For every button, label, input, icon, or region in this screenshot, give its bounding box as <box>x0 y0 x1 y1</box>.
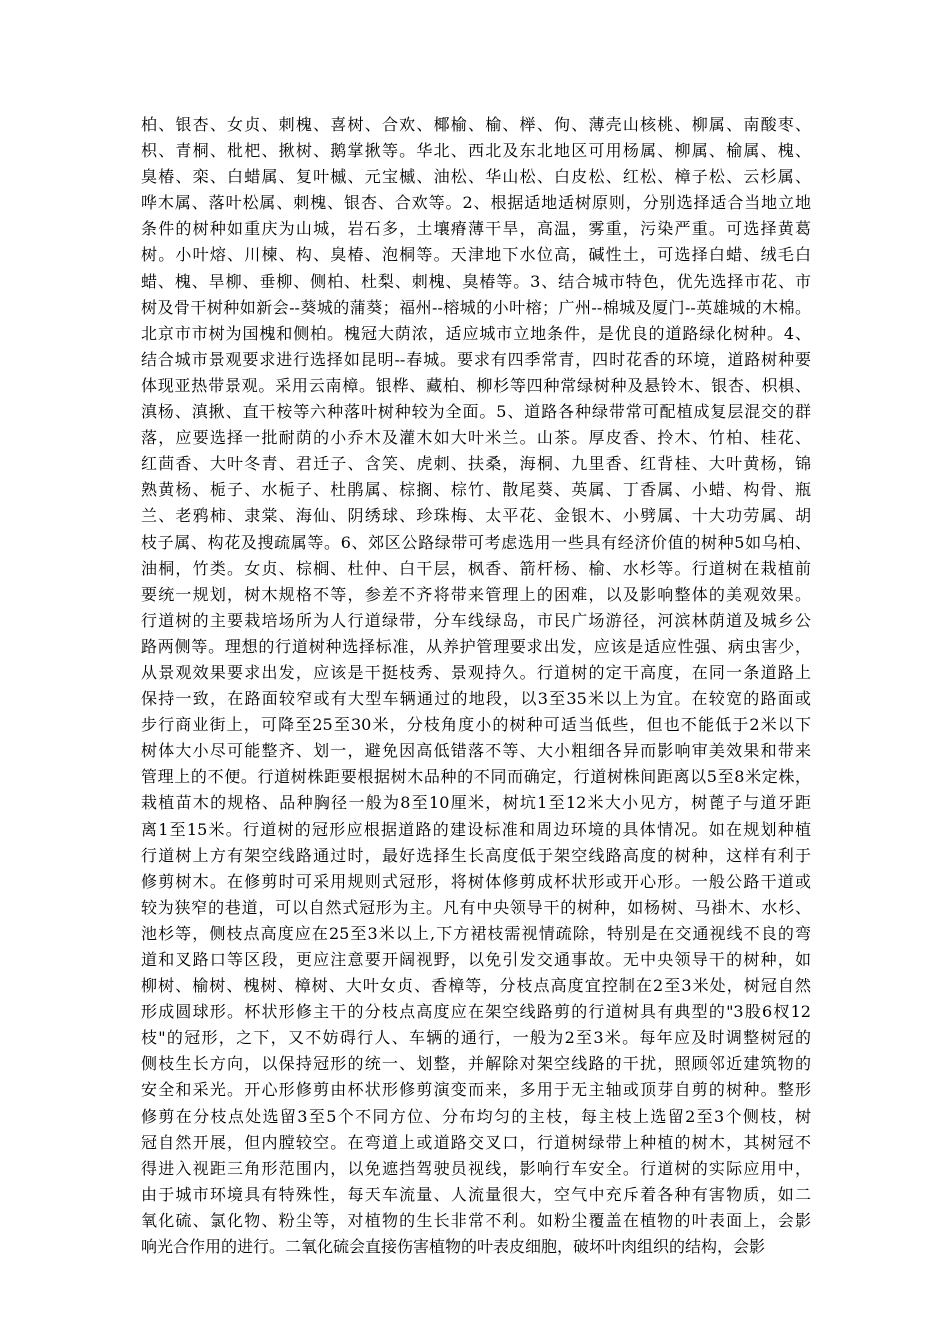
text-line: 滇杨、滇揪、直干桉等六种落叶树种较为全面。5、道路各种绿带常可配植成复层混交的群 <box>141 402 811 422</box>
text-line: 枳、青桐、枇杷、揪树、鹅掌揪等。华北、西北及东北地区可用杨属、柳属、榆属、槐、 <box>141 141 811 161</box>
text-line: 行道树上方有架空线路通过时，最好选择生长高度低于架空线路高度的树种，这样有利于 <box>141 845 811 865</box>
text-line: 兰、老鸦柿、隶棠、海仙、阴绣球、珍珠梅、太平花、金银木、小劈属、十大功劳属、胡 <box>141 506 811 526</box>
text-line: 离1至15米。行道树的冠形应根据道路的建设标准和周边环境的具体情况。如在规划种植 <box>141 819 811 839</box>
text-line: 较为狭窄的巷道，可以自然式冠形为主。凡有中央领导干的树种，如杨树、马褂木、水杉、 <box>141 897 811 917</box>
text-line: 保持一致，在路面较窄或有大型车辆通过的地段，以3至35米以上为宜。在较宽的路面或 <box>141 689 811 709</box>
text-line: 侧枝生长方向，以保持冠形的统一、划整，并解除对架空线路的干扰，照顾邻近建筑物的 <box>141 1054 811 1074</box>
text-line: 池杉等，侧枝点高度应在25至3米以上,下方裙枝需视情疏除，特别是在交通视线不良的弯 <box>141 923 811 943</box>
text-line: 从景观效果要求出发，应该是干挺枝秀、景观持久。行道树的定干高度，在同一条道路上 <box>141 662 811 682</box>
text-line: 臭椿、栾、白蜡属、复叶槭、元宝槭、油松、华山松、白皮松、红松、樟子松、云杉属、 <box>141 167 811 187</box>
text-line: 路两侧等。理想的行道树种选择标准，从养护管理要求出发，应该是适应性强、病虫害少， <box>141 636 811 656</box>
text-line: 冠自然开展，但内膛较空。在弯道上或道路交叉口，行道树绿带上种植的树木，其树冠不 <box>141 1132 811 1152</box>
text-line: 北京市市树为国槐和侧柏。槐冠大荫浓，适应城市立地条件，是优良的道路绿化树种。4、 <box>141 323 811 343</box>
text-line: 得进入视距三角形范围内，以免遮挡驾驶员视线，影响行车安全。行道树的实际应用中， <box>141 1158 811 1178</box>
body-text <box>141 112 811 1260</box>
text-line: 落，应要选择一批耐荫的小乔木及灌木如大叶米兰。山茶。厚皮香、拎木、竹柏、桂花、 <box>141 428 811 448</box>
text-line: 体现亚热带景观。采用云南樟。银桦、藏柏、柳杉等四种常绿树种及悬铃木、银杏、枳椇、 <box>141 375 811 395</box>
text-line: 响光合作用的进行。二氧化硫会直接伤害植物的叶表皮细胞，破坏叶肉组织的结构，会影 <box>141 1237 766 1257</box>
text-line: 熟黄杨、栀子、水栀子、杜鹃属、棕搁、棕竹、散尾葵、英属、丁香属、小蜡、构骨、瓶 <box>141 480 811 500</box>
text-line: 修剪在分枝点处选留3至5个不同方位、分布均匀的主枝，每主枝上选留2至3个侧枝，树 <box>141 1106 811 1126</box>
text-line: 由于城市环境具有特殊性，每天车流量、人流量很大，空气中充斥着各种有害物质，如二 <box>141 1184 811 1204</box>
text-line: 柳树、榆树、槐树、樟树、大叶女贞、香樟等，分枝点高度宜控制在2至3米处，树冠自然 <box>141 976 811 996</box>
text-line: 树。小叶熔、川楝、构、臭椿、泡桐等。天津地下水位高，碱性土，可选择白蜡、绒毛白 <box>141 245 811 265</box>
text-line: 枝子属、构花及搜疏属等。6、郊区公路绿带可考虑选用一些具有经济价值的树种5如乌柏、 <box>141 532 811 552</box>
text-line: 蜡、槐、旱柳、垂柳、侧柏、杜梨、刺槐、臭椿等。3、结合城市特色，优先选择市花、市 <box>141 271 811 291</box>
text-line: 管理上的不便。行道树株距要根据树木品种的不同而确定，行道树株间距离以5至8米定株， <box>141 767 811 787</box>
text-line: 修剪树木。在修剪时可采用规则式冠形，将树体修剪成杯状形或开心形。一般公路干道或 <box>141 871 811 891</box>
text-line: 安全和采光。开心形修剪由杯状形修剪演变而来，多用于无主轴或顶芽自剪的树种。整形 <box>141 1080 811 1100</box>
text-line: 形成圆球形。杯状形修主干的分枝点高度应在架空线路剪的行道树具有典型的"3股6杈12 <box>141 1002 811 1022</box>
text-line: 枝"的冠形，之下，又不妨碍行人、车辆的通行，一般为2至3米。每年应及时调整树冠的 <box>141 1028 811 1048</box>
text-line: 氧化硫、氯化物、粉尘等，对植物的生长非常不利。如粉尘覆盖在植物的叶表面上，会影 <box>141 1210 811 1230</box>
text-line: 柏、银杏、女贞、刺槐、喜树、合欢、椰榆、榆、榉、佝、薄壳山核桃、柳属、南酸枣、 <box>141 115 811 134</box>
text-line: 要统一规划，树木规格不等，参差不齐将带来管理上的困难，以及影响整体的美观效果。 <box>141 584 811 604</box>
text-line: 行道树的主要栽培场所为人行道绿带，分车线绿岛，市民广场游径，河滨林荫道及城乡公 <box>141 610 811 630</box>
text-line: 哗木属、落叶松属、刺槐、银杏、合欢等。2、根据适地适树原则，分别选择适合当地立地 <box>141 193 811 213</box>
text-line: 树体大小尽可能整齐、划一，避免因高低错落不等、大小粗细各异而影响审美效果和带来 <box>141 741 811 761</box>
text-line: 结合城市景观要求进行选择如昆明--春城。要求有四季常青，四时花香的环境，道路树种要 <box>141 349 811 369</box>
text-line: 道和叉路口等区段，更应注意要开阔视野，以免引发交通事故。无中央领导干的树种，如 <box>141 950 811 969</box>
text-line: 树及骨干树种如新会--葵城的蒲葵；福州--榕城的小叶榕；广州--棉城及厦门--英雄城的木棉。 <box>141 297 811 317</box>
text-line: 油桐，竹类。女贞、棕榈、杜仲、白干层，枫香、箭杆杨、榆、水杉等。行道树在栽植前 <box>141 558 811 578</box>
text-line: 栽植苗木的规格、品种胸径一般为8至10厘米，树坑1至12米大小见方，树蓖子与道牙距 <box>141 793 811 813</box>
text-line: 红茴香、大叶冬青、君迁子、含笑、虎刺、扶桑，海桐、九里香、红背桂、大叶黄杨，锦 <box>141 454 811 474</box>
text-line: 步行商业街上，可降至25至30米，分枝角度小的树种可适当低些，但也不能低于2米以下 <box>141 715 811 735</box>
text-line: 条件的树种如重庆为山城，岩石多，土壤瘠薄干旱，高温，雾重，污染严重。可选择黄葛 <box>141 219 811 239</box>
